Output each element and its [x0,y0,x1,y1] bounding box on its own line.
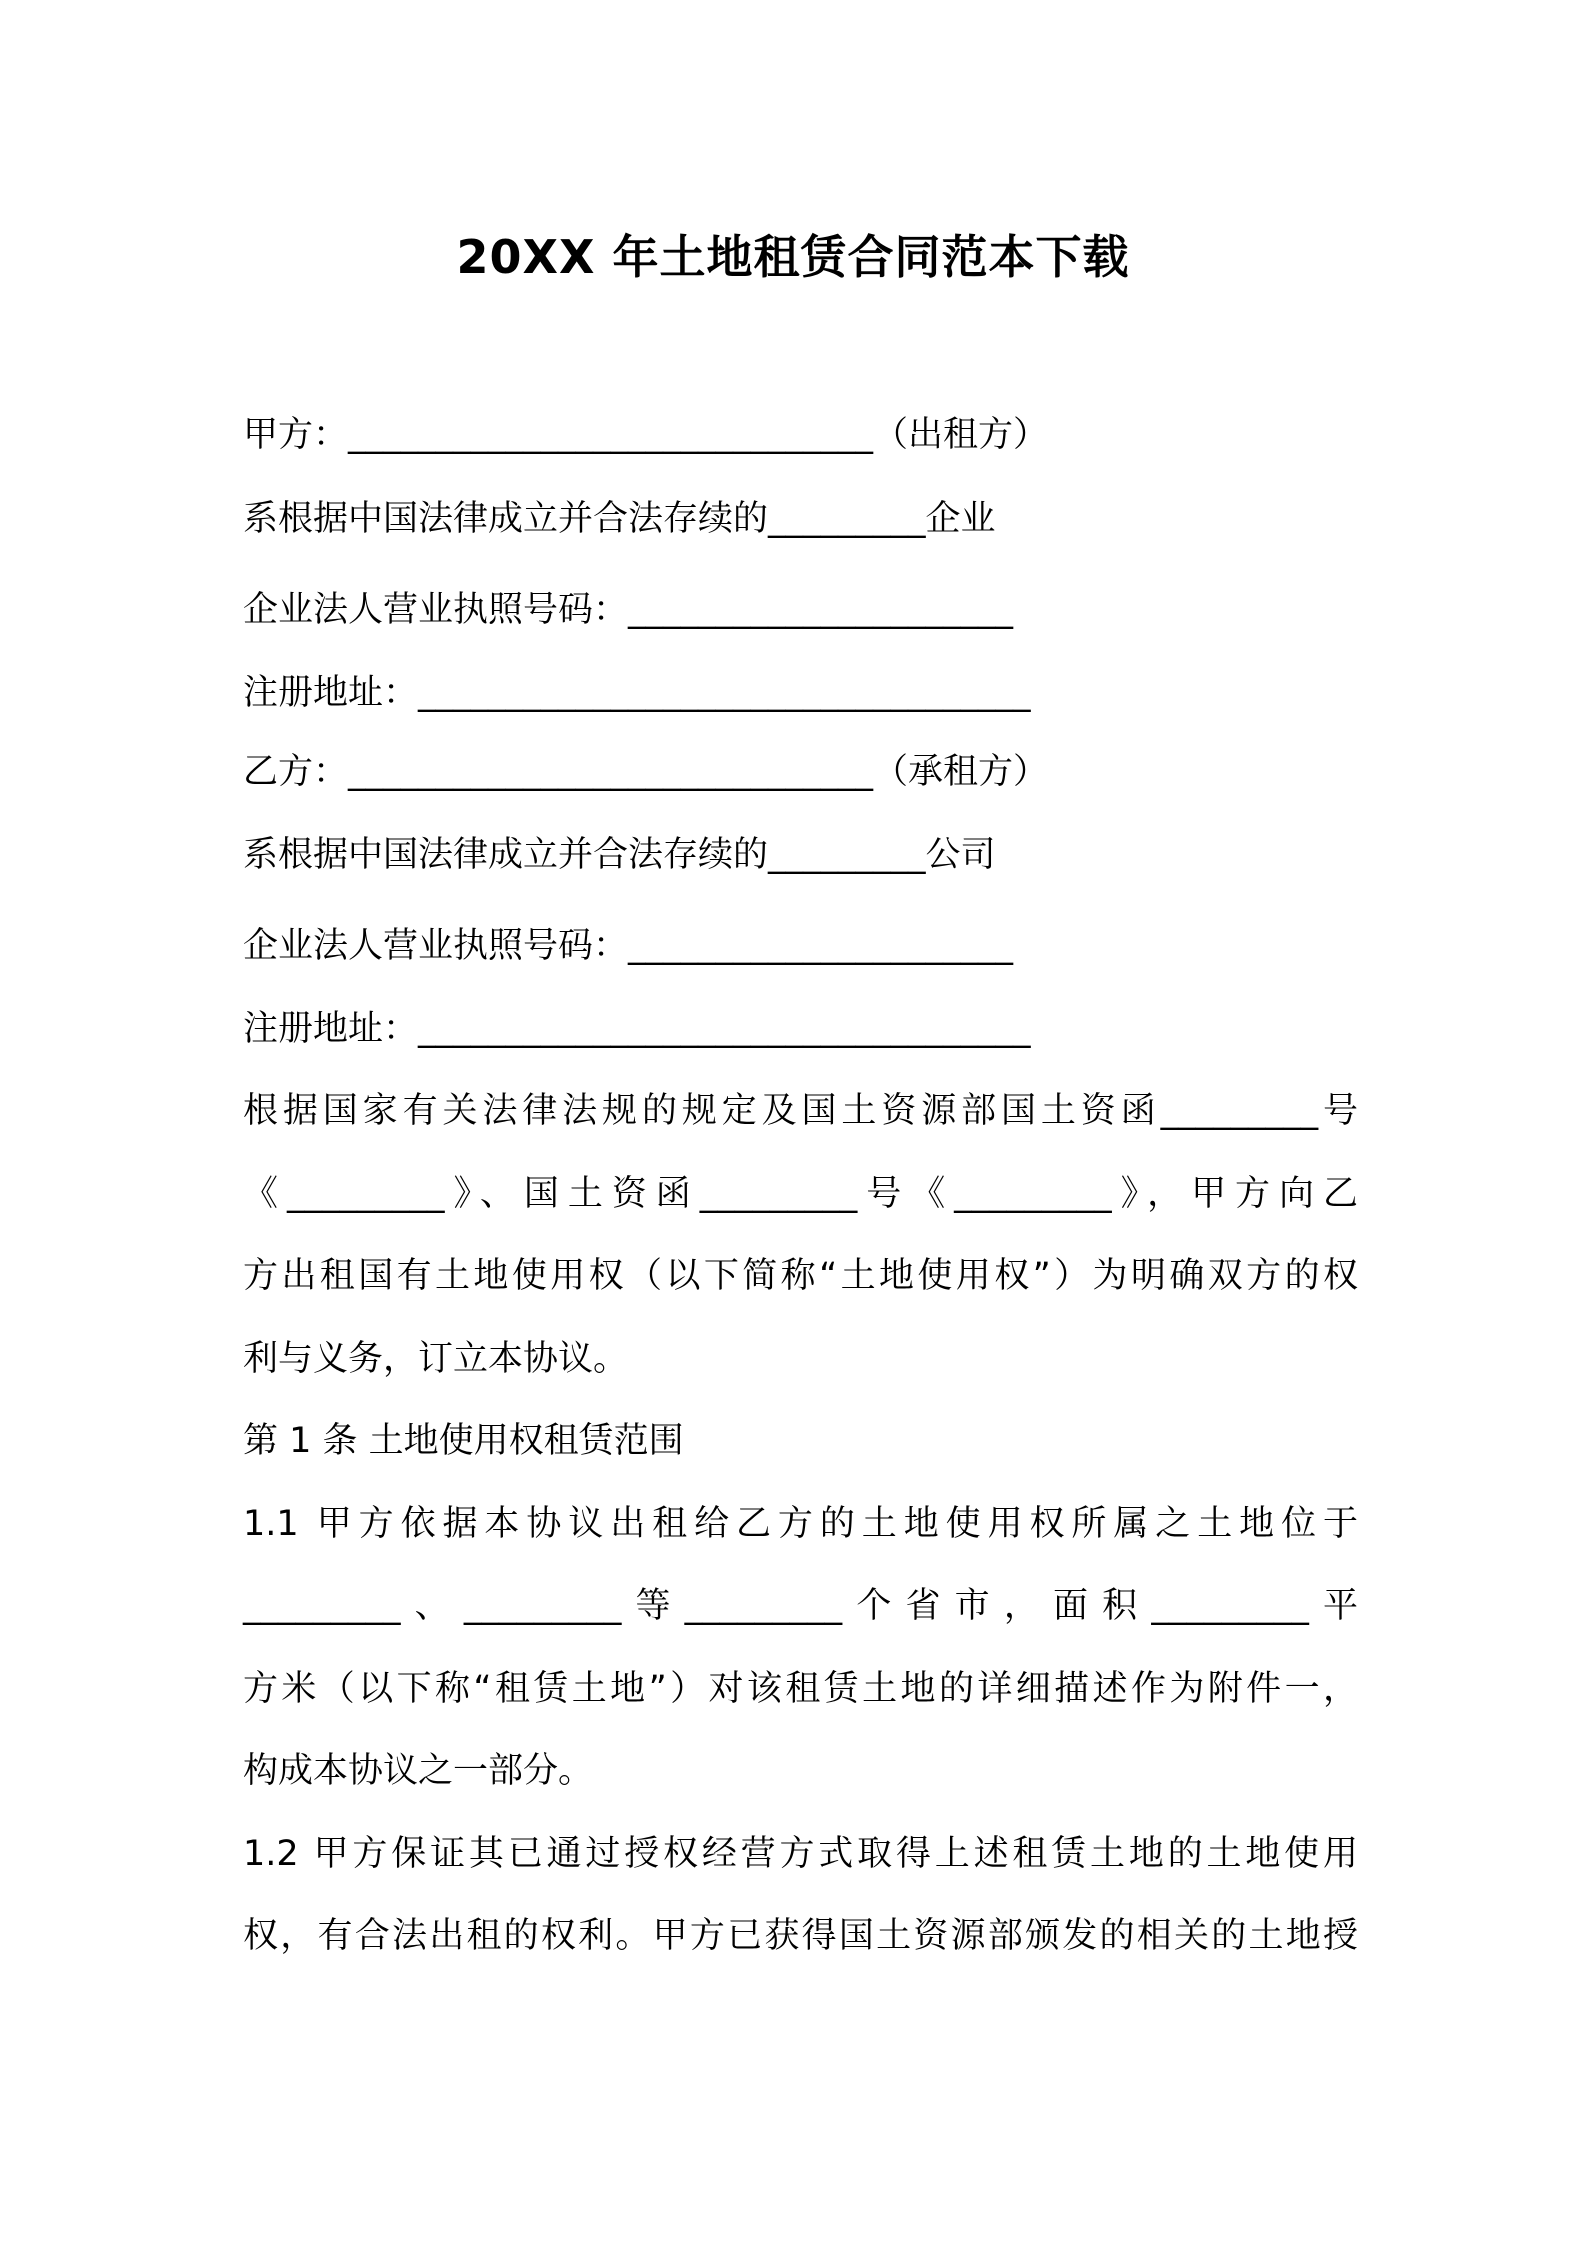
article-1-heading: 第 1 条 土地使用权租赁范围 [243,1421,684,1461]
preamble-line-2: 《_________》、国土资函_________号《_________》，甲方向乙 [243,1174,1358,1214]
clause-1-1-line-4: 构成本协议之一部分。 [243,1751,594,1791]
party-a-line: 甲方：______________________________（出租方） [243,415,1049,455]
preamble-line-1: 根据国家有关法律法规的规定及国土资源部国土资函_________号 [243,1091,1358,1131]
clause-1-1-line-3: 方米（以下称“租赁土地”）对该租赁土地的详细描述作为附件一， [243,1669,1358,1709]
clause-1-2-line-1: 1.2 甲方保证其已通过授权经营方式取得上述租赁土地的土地使用 [243,1834,1358,1874]
document-title: 20XX 年土地租赁合同范本下载 [456,230,1130,284]
clause-1-1-line-1: 1.1 甲方依据本协议出租给乙方的土地使用权所属之土地位于 [243,1504,1358,1544]
clause-1-2-line-2: 权，有合法出租的权利。甲方已获得国土资源部颁发的相关的土地授 [243,1916,1358,1956]
party-b-line: 乙方：______________________________（承租方） [243,752,1049,792]
party-a-license-line: 企业法人营业执照号码：______________________ [243,590,1014,630]
party-b-address-line: 注册地址：___________________________________ [243,1009,1031,1049]
preamble-line-3: 方出租国有土地使用权（以下简称“土地使用权”）为明确双方的权 [243,1256,1358,1296]
party-a-establishment-line: 系根据中国法律成立并合法存续的_________企业 [243,499,996,539]
party-a-address-line: 注册地址：___________________________________ [243,673,1031,713]
clause-1-1-line-2: _________、_________等_________个省市，面积_________平 [243,1586,1358,1626]
party-b-license-line: 企业法人营业执照号码：______________________ [243,926,1014,966]
party-b-establishment-line: 系根据中国法律成立并合法存续的_________公司 [243,835,996,875]
preamble-line-4: 利与义务，订立本协议。 [243,1339,629,1379]
